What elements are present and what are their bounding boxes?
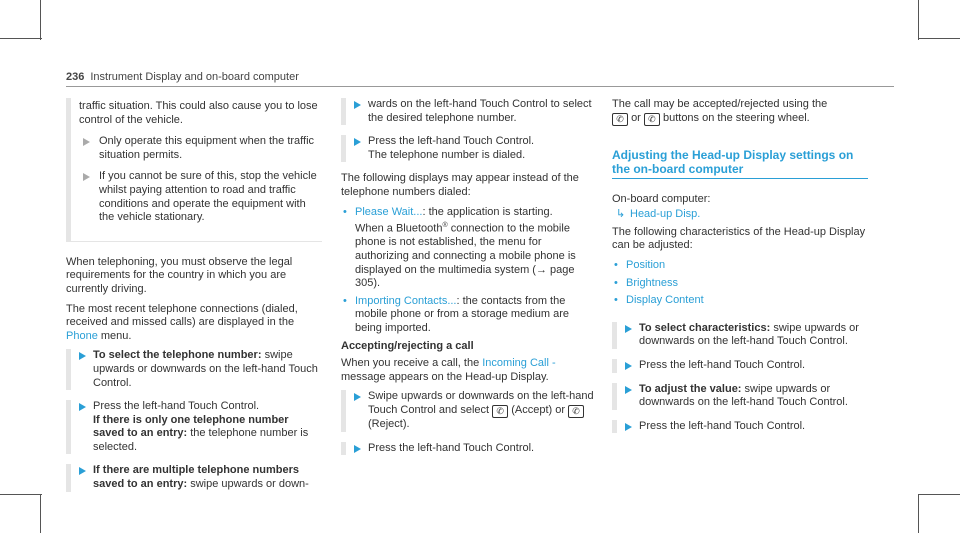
step-continued: wards on the left-hand Touch Control to select the desired telephone number. (341, 98, 597, 125)
crop-mark (918, 494, 960, 495)
step: Press the left-hand Touch Control. (341, 442, 597, 456)
menu-link-phone: Phone (66, 329, 98, 342)
step: To select characteristics: swipe upwards or downwards on the left-hand Touch Control. (612, 322, 868, 349)
paragraph: The most recent telephone connections (dialed, received and missed calls) are displayed in the Phone menu. (66, 302, 298, 342)
warning-step: Only operate this equipment when the traffic situation permits. (79, 135, 322, 162)
step: Press the left-hand Touch Control. (612, 359, 868, 373)
page-number: 236 (66, 71, 85, 83)
crop-mark (0, 38, 42, 39)
step: If there are multiple telephone numbers saved to an entry: swipe upwards or down- (66, 464, 322, 491)
settings-item: • Position (612, 259, 868, 273)
warning-box (66, 98, 322, 242)
crop-mark (40, 494, 41, 533)
paragraph: When telephoning, you must observe the legal requirements for the country in which you are currently driving. (66, 255, 293, 295)
phone-accept-icon: ✆ (612, 113, 628, 126)
crop-mark (0, 494, 42, 495)
crop-mark (40, 0, 41, 40)
paragraph: When you receive a call, the Incoming Call - message appears on the Head-up Display. (341, 357, 556, 383)
warning-step: If you cannot be sure of this, stop the vehicle whilst paying attention to road and traffic conditions and operate the equipment with the vehicle stationary. (79, 170, 322, 224)
step: To adjust the value: swipe upwards or downwards on the left-hand Touch Control. (612, 383, 868, 410)
warning-text: traffic situation. This could also cause you to lose control of the vehicle. (79, 100, 318, 126)
paragraph: The following characteristics of the Head-up Display can be adjusted: (612, 225, 866, 252)
menu-path: ↳ Head-up Disp. (612, 208, 868, 222)
label: On-board computer: (612, 192, 711, 205)
step: Press the left-hand Touch Control. The telephone number is dialed. (341, 135, 597, 162)
settings-item: • Brightness (612, 277, 868, 291)
crop-mark (918, 38, 960, 39)
section-title: Adjusting the Head-up Display settings on the on-board computer (612, 148, 868, 179)
sub-heading: Accepting/rejecting a call (341, 339, 474, 352)
phone-reject-icon: ✆ (644, 113, 660, 126)
list-item: • Importing Contacts...: the contacts from the mobile phone or from a storage medium are being imported. (341, 295, 597, 336)
paragraph: The following displays may appear instead of the telephone numbers dialed: (341, 172, 579, 198)
list-item: • Please Wait...: the application is starting. When a Bluetooth® connection to the mobile phone is not established, the menu for authorizing and connecting a mobile phone is displayed on the multimedia system (→ page 305). (341, 206, 597, 291)
phone-reject-icon: ✆ (568, 405, 584, 418)
phone-accept-icon: ✆ (492, 405, 508, 418)
column-1 (66, 98, 322, 502)
crop-mark (918, 0, 919, 40)
settings-list (612, 259, 868, 308)
settings-item: • Display Content (612, 294, 868, 308)
step: Swipe upwards or downwards on the left-hand Touch Control and select ✆ (Accept) or ✆ (Reject). (341, 390, 597, 431)
column-3 (612, 98, 868, 443)
page-title: Instrument Display and on-board computer (90, 71, 299, 83)
paragraph: The call may be accepted/rejected using the ✆ or ✆ buttons on the steering wheel. (612, 98, 828, 124)
header-rule (66, 86, 894, 87)
step: To select the telephone number: swipe upwards or downwards on the left-hand Touch Control. (66, 349, 322, 390)
page-header (66, 71, 299, 83)
column-2 (341, 98, 597, 465)
step: Press the left-hand Touch Control. If there is only one telephone number saved to an entry: the telephone number is selected. (66, 400, 322, 454)
crop-mark (918, 494, 919, 533)
step: Press the left-hand Touch Control. (612, 420, 868, 434)
